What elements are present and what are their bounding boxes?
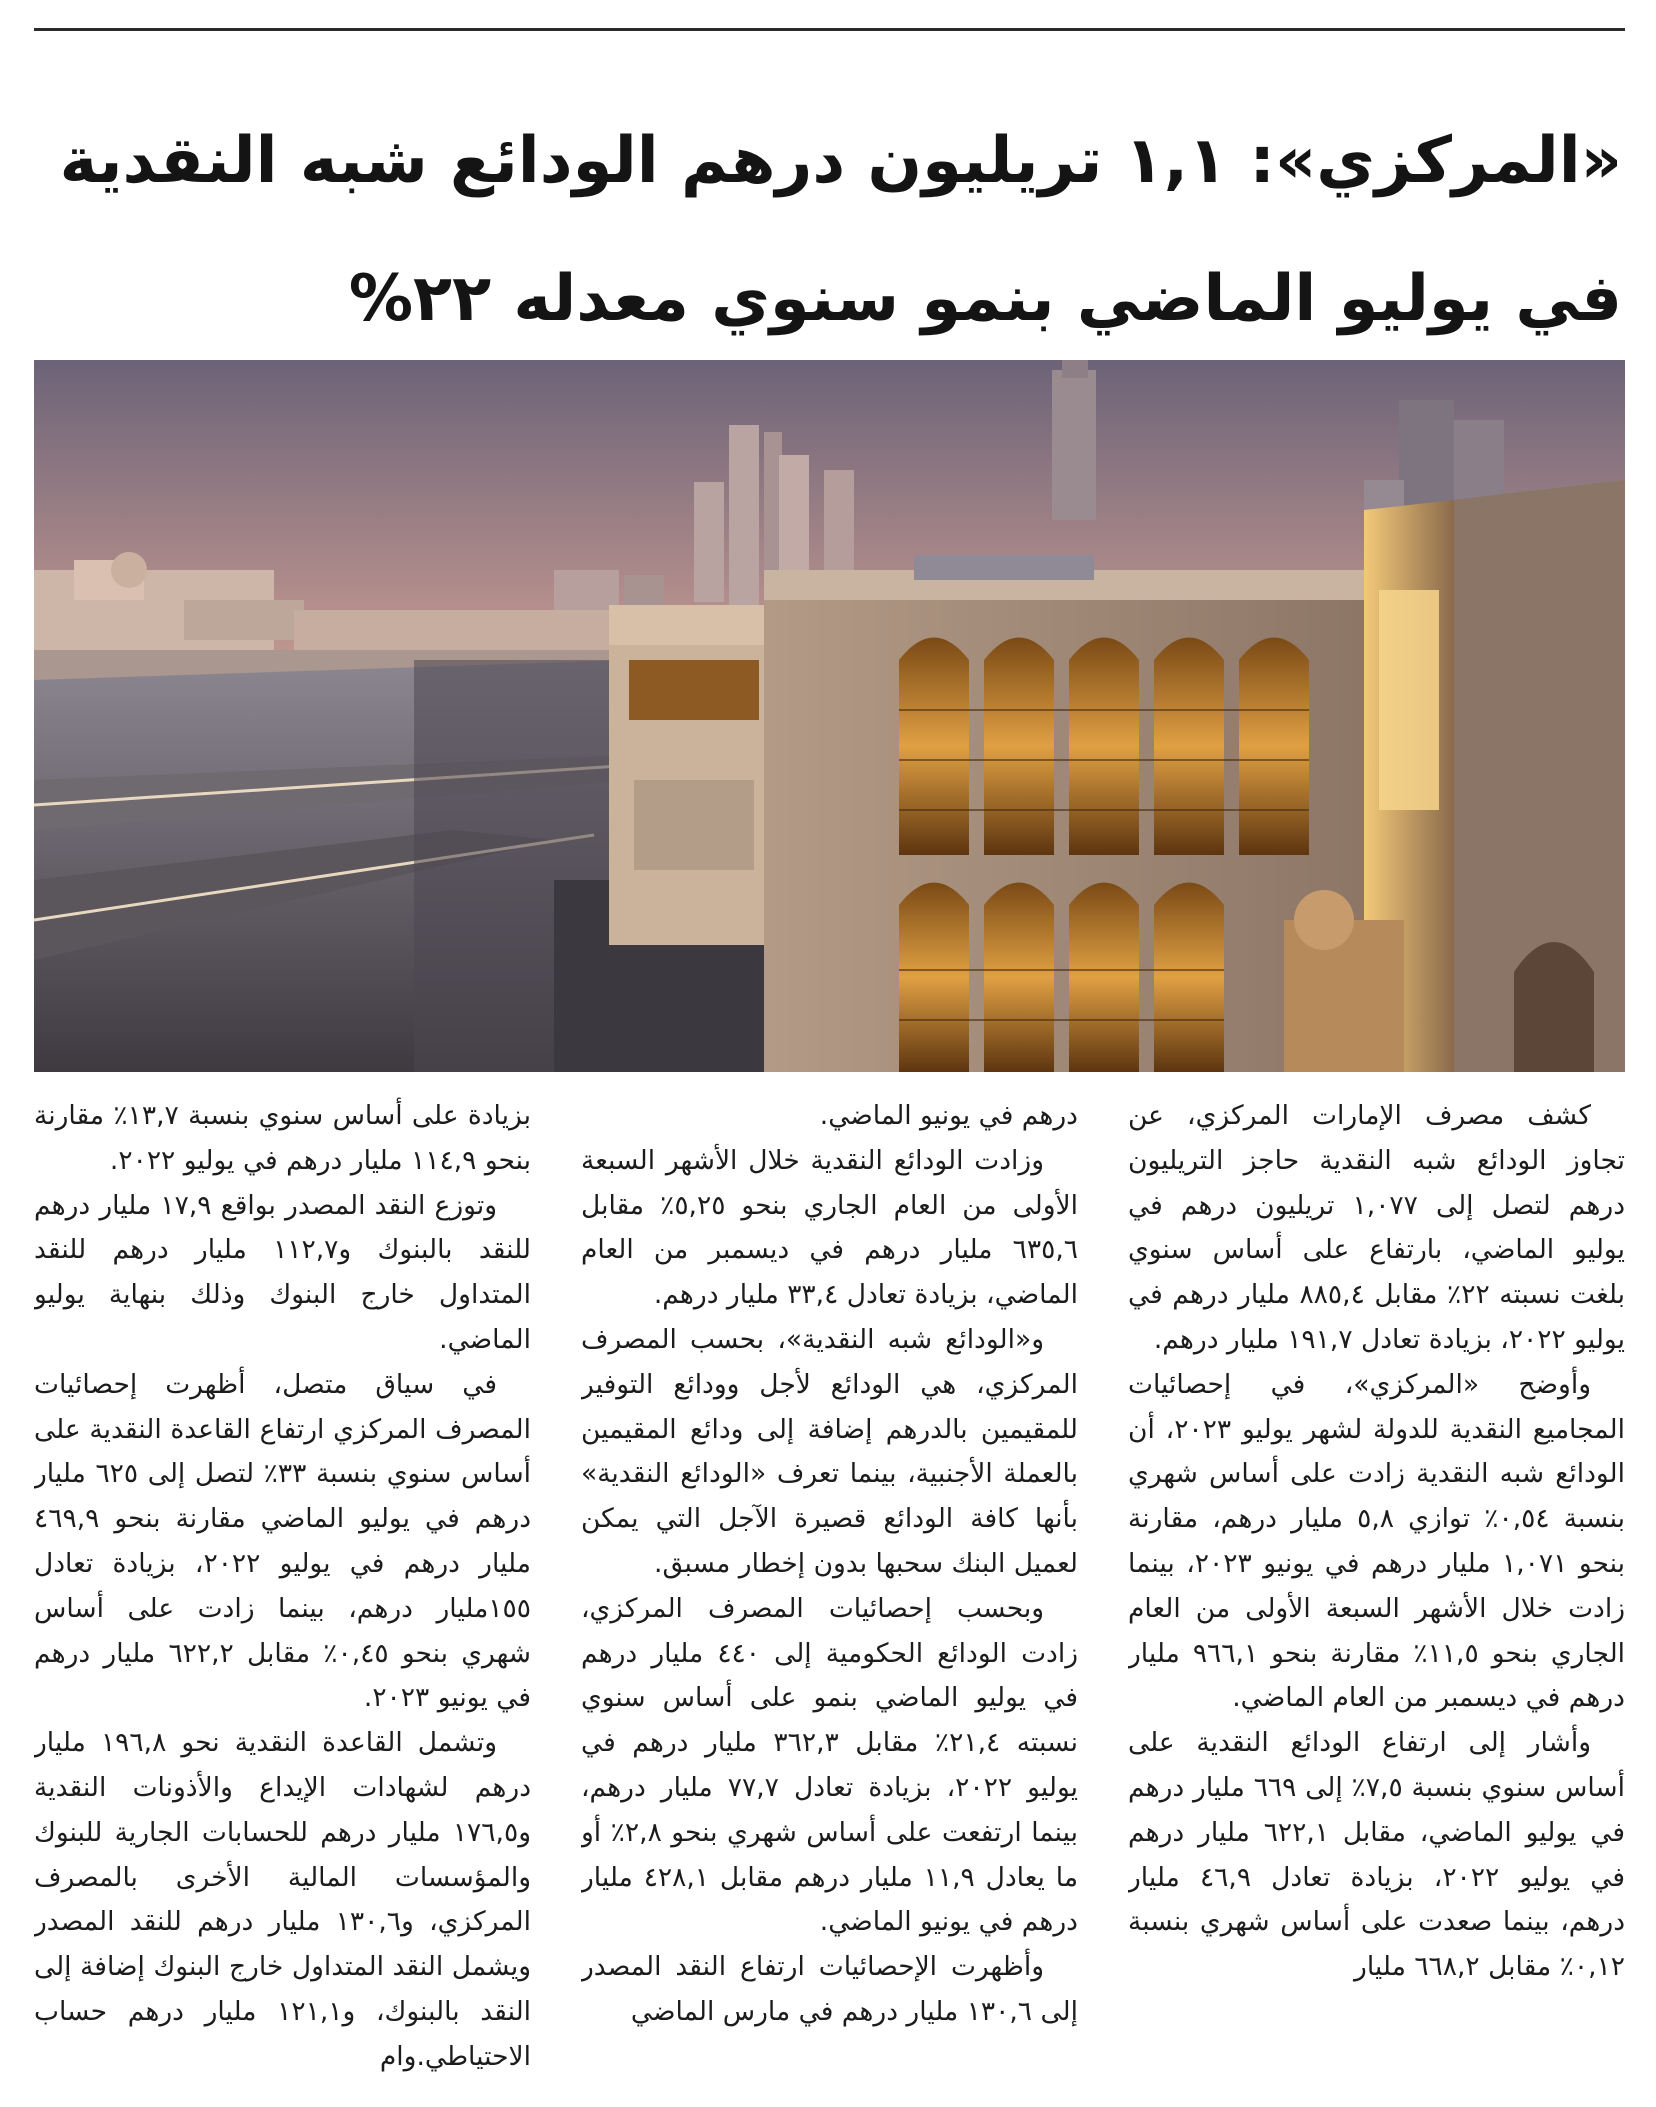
paragraph: في سياق متصل، أظهرت إحصائيات المصرف المركزي ارتفاع القاعدة النقدية على أساس سنوي بنسبة ٣٣٪ لتصل إلى ٦٢٥ مليار درهم في يوليو الماضي مقارنة بنحو ٤٦٩,٩ مليار درهم في يوليو ٢٠٢٢، بزيادة تعادل ١٥٥مليار درهم، بينما زادت على أساس شهري بنحو ٠,٤٥٪ مقابل ٦٢٢,٢ مليار درهم في يونيو ٢٠٢٣.	[34, 1368, 531, 1714]
paragraph: كشف مصرف الإمارات المركزي، عن تجاوز الودائع شبه النقدية حاجز التريليون درهم لتصل إلى ١,٠٧٧ تريليون درهم في يوليو الماضي، بارتفاع على أساس سنوي بلغت نسبته ٢٢٪ مقابل ٨٨٥,٤ مليار درهم في يوليو ٢٠٢٢، بزيادة تعادل ١٩١,٧ مليار درهم.	[1128, 1100, 1625, 1355]
paragraph: وتوزع النقد المصدر بواقع ١٧,٩ مليار درهم للنقد بالبنوك و١١٢,٧ مليار درهم للنقد المتداول خارج البنوك وذلك بنهاية يوليو الماضي.	[34, 1189, 531, 1355]
headline-line-1: «المركزي»: ١,١ تريليون درهم الودائع شبه النقدية	[59, 124, 1622, 198]
paragraph: وأشار إلى ارتفاع الودائع النقدية على أساس سنوي بنسبة ٧,٥٪ إلى ٦٦٩ مليار درهم في يوليو الماضي، مقابل ٦٢٢,١ مليار درهم في يوليو ٢٠٢٢، بزيادة تعادل ٤٦,٩ مليار درهم، بينما صعدت على أساس شهري بنسبة ٠,١٢٪ مقابل ٦٦٨,٢ مليار	[1128, 1727, 1625, 1983]
column-right	[1128, 1094, 1625, 2094]
paragraph: وأظهرت الإحصائيات ارتفاع النقد المصدر إلى ١٣٠,٦ مليار درهم في مارس الماضي	[581, 1951, 1078, 2027]
column-left	[34, 1094, 531, 2094]
column-middle	[581, 1094, 1078, 2094]
article-body	[34, 1094, 1625, 2094]
headline	[34, 92, 1622, 368]
paragraph: و«الودائع شبه النقدية»، بحسب المصرف المركزي، هي الودائع لأجل وودائع التوفير للمقيمين بالدرهم إضافة إلى ودائع المقيمين بالعملة الأجنبية، بينما تعرف «الودائع النقدية» بأنها كافة الودائع قصيرة الآجل التي يمكن لعميل البنك سحبها بدون إخطار مسبق.	[581, 1323, 1078, 1579]
top-rule	[34, 28, 1625, 31]
headline-line-2: في يوليو الماضي بنمو سنوي معدله ٢٢%	[348, 262, 1622, 336]
paragraph: وتشمل القاعدة النقدية نحو ١٩٦,٨ مليار درهم لشهادات الإيداع والأذونات النقدية و١٧٦,٥ مليار درهم للحسابات الجارية للبنوك والمؤسسات المالية الأخرى بالمصرف المركزي، و١٣٠,٦ مليار درهم للنقد المصدر ويشمل النقد المتداول خارج البنوك إضافة إلى النقد بالبنوك، و١٢١,١ مليار درهم حساب الاحتياطي.وام	[34, 1727, 531, 2072]
paragraph: وبحسب إحصائيات المصرف المركزي، زادت الودائع الحكومية إلى ٤٤٠ مليار درهم في يوليو الماضي بنمو على أساس سنوي نسبته ٢١,٤٪ مقابل ٣٦٢,٣ مليار درهم في يوليو ٢٠٢٢، بزيادة تعادل ٧٧,٧ مليار درهم، بينما ارتفعت على أساس شهري بنحو ٢,٨٪ أو ما يعادل ١١,٩ مليار درهم مقابل ٤٢٨,١ مليار درهم في يونيو الماضي.	[581, 1592, 1078, 1938]
paragraph: وأوضح «المركزي»، في إحصائيات المجاميع النقدية للدولة لشهر يوليو ٢٠٢٣، أن الودائع شبه النقدية زادت على أساس شهري بنسبة ٠,٥٤٪ توازي ٥,٨ مليار درهم، مقارنة بنحو ١,٠٧١ مليار درهم في يونيو ٢٠٢٣، بينما زادت خلال الأشهر السبعة الأولى من العام الجاري بنحو ١١,٥٪ مقارنة بنحو ٩٦٦,١ مليار درهم في ديسمبر من العام الماضي.	[1128, 1368, 1625, 1714]
paragraph: وزادت الودائع النقدية خلال الأشهر السبعة الأولى من العام الجاري بنحو ٥,٢٥٪ مقابل ٦٣٥,٦ مليار درهم في ديسمبر من العام الماضي، بزيادة تعادل ٣٣,٤ مليار درهم.	[581, 1144, 1078, 1311]
paragraph: درهم في يونيو الماضي.	[819, 1100, 1078, 1131]
paragraph: بزيادة على أساس سنوي بنسبة ١٣,٧٪ مقارنة بنحو ١١٤,٩ مليار درهم في يوليو ٢٠٢٢.	[34, 1100, 531, 1176]
central-bank-building-photo	[34, 360, 1625, 1072]
